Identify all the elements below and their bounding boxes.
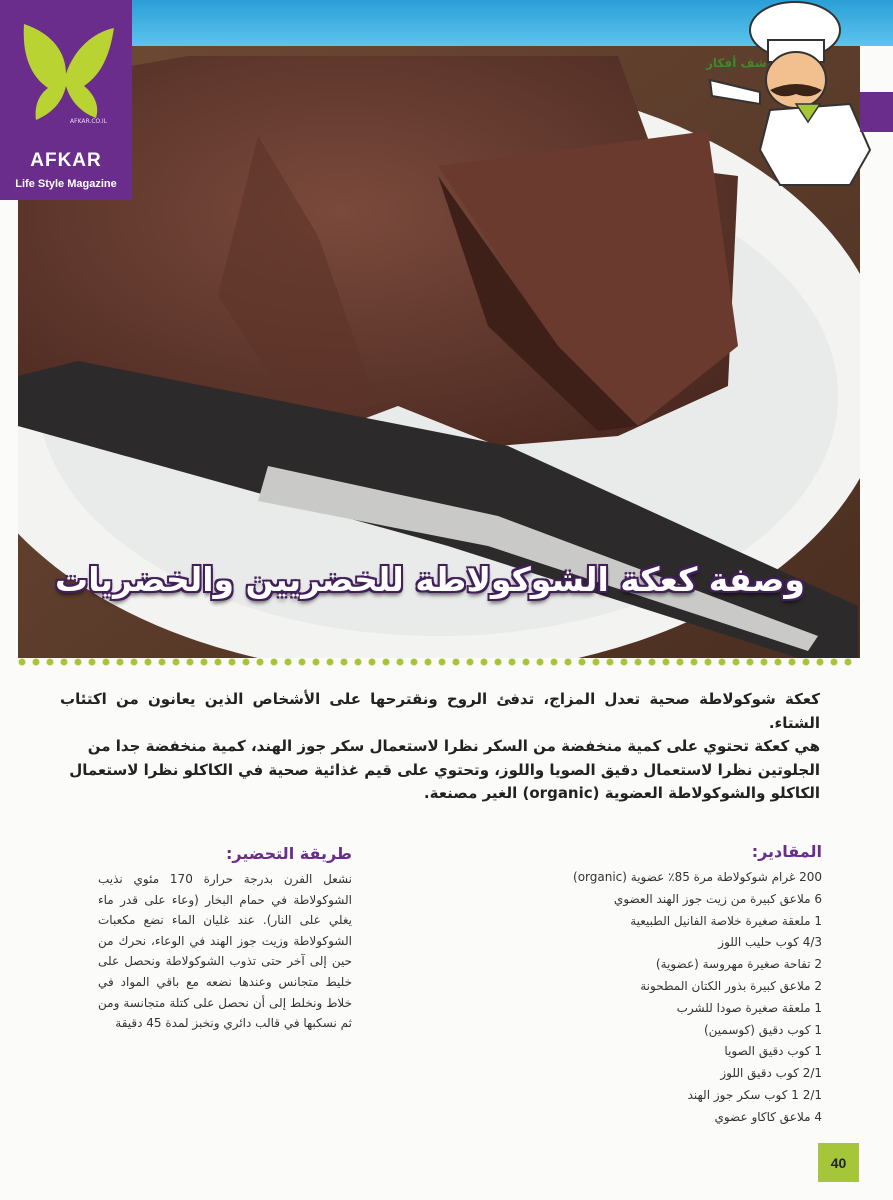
ingredient-item: 2/1 كوب دقيق اللوز — [720, 1066, 822, 1081]
butterfly-logo-icon — [14, 14, 118, 124]
ingredient-item: 2 ملاعق كبيرة بذور الكتان المطحونة — [640, 978, 822, 993]
ingredient-item: 4/3 كوب حليب اللوز — [718, 935, 822, 950]
intro-paragraph — [60, 688, 820, 806]
page-number: 40 — [818, 1143, 859, 1182]
ingredients-section — [430, 842, 822, 1129]
intro-line: الكاكلو والشوكولاطة العضوية (organic) الغير مصنعة. — [423, 784, 820, 802]
afkar-logo — [0, 0, 132, 200]
ingredient-item: 1 ملعقة صغيرة صودا للشرب — [676, 1000, 822, 1015]
brand-name: AFKAR — [30, 150, 102, 171]
ingredient-item: 4 ملاعق كاكاو عضوي — [714, 1109, 822, 1124]
preparation-heading: طريقة التحضير: — [225, 844, 352, 863]
intro-line: الجلوتين نظرا لاستعمال دقيق الصويا واللوز، وتحتوي على قيم غذائية صحية في الكاكلو نظرا لاستعمال — [69, 760, 820, 779]
ingredients-list — [430, 867, 822, 1129]
ingredient-item: 2 تفاحة صغيرة مهروسة (عضوية) — [655, 957, 822, 972]
preparation-text: نشعل الفرن بدرجة حرارة 170 مئوي نذيب الشوكولاطة في حمام البخار (وعاء على قدر ماء يغلي على النار). عند غليان الماء نضع مكعبات الشوكولاطة وزيت جوز الهند في الوعاء، نحرك من حين إلى آخر حتى تذوب الشوكولاطة ونحصل على خليط متجانس وعندها نضعه مع باقي المواد في خلاط ونخلط إلى أن نحصل على كتلة متجانسة ومن ثم نسكبها في قالب دائري ونخبز لمدة 45 دقيقة — [98, 872, 353, 1031]
ingredient-item: 1 كوب دقيق (كوسمين) — [703, 1022, 822, 1037]
ingredient-item: 6 ملاعق كبيرة من زيت جوز الهند العضوي — [613, 891, 822, 906]
brand-tagline: Life Style Magazine — [15, 178, 117, 190]
intro-line: هي كعكة تحتوي على كمية منخفضة من السكر نظرا لاستعمال سكر جوز الهند، كمية منخفضة جدا من — [87, 737, 820, 755]
preparation-section — [98, 844, 352, 1034]
ingredient-item: 200 غرام شوكولاطة مرة 85٪ عضوية (organic) — [573, 870, 822, 884]
ingredient-item: 2/1 1 كوب سكر جوز الهند — [687, 1087, 822, 1102]
ingredient-item: 1 كوب دقيق الصويا — [724, 1044, 822, 1059]
chef-label: شف أفكار — [706, 56, 767, 70]
chef-illustration-icon — [700, 0, 893, 190]
article-title: وصفة كعكة الشوكولاطة للخضريين والخضريات — [55, 560, 805, 599]
dotted-divider — [18, 655, 860, 669]
brand-site: AFKAR.CO.IL — [70, 118, 108, 125]
ingredients-heading: المقادير: — [751, 842, 822, 861]
intro-line: كعكة شوكولاطة صحية تعدل المزاج، تدفئ الروح ونقترحها على الأشخاص الذين يعانون من اكتئاب الشتاء. — [60, 690, 820, 732]
ingredient-item: 1 ملعقة صغيرة خلاصة الفانيل الطبيعية — [630, 913, 822, 928]
